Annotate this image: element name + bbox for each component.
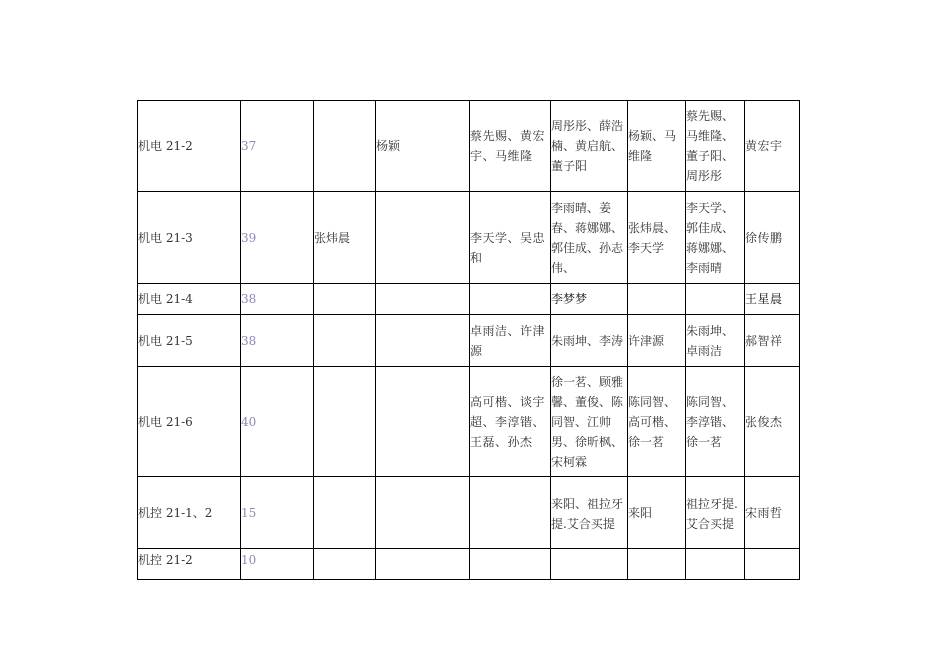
list-cell: 来阳 bbox=[628, 477, 686, 549]
name-cell bbox=[314, 477, 376, 549]
name-cell bbox=[376, 284, 470, 315]
class-cell: 机电 21-5 bbox=[138, 315, 241, 367]
name-cell bbox=[745, 549, 800, 580]
name-cell: 宋雨哲 bbox=[745, 477, 800, 549]
count-cell: 10 bbox=[241, 549, 314, 580]
list-cell bbox=[628, 284, 686, 315]
list-cell: 高可楷、谈宇超、李淳锴、王磊、孙杰 bbox=[470, 367, 551, 477]
count-cell: 38 bbox=[241, 315, 314, 367]
list-cell: 李雨晴、姜春、蒋娜娜、郭佳成、孙志伟、 bbox=[551, 192, 628, 284]
name-cell bbox=[376, 192, 470, 284]
count-cell: 39 bbox=[241, 192, 314, 284]
count-cell: 40 bbox=[241, 367, 314, 477]
count-cell: 38 bbox=[241, 284, 314, 315]
list-cell bbox=[470, 477, 551, 549]
table-row bbox=[138, 477, 800, 549]
name-cell: 黄宏宇 bbox=[745, 101, 800, 192]
class-cell: 机电 21-4 bbox=[138, 284, 241, 315]
list-cell: 蔡先赐、黄宏宇、马维隆 bbox=[470, 101, 551, 192]
list-cell: 李天学、郭佳成、蒋娜娜、李雨晴 bbox=[686, 192, 745, 284]
name-cell bbox=[314, 315, 376, 367]
list-cell: 祖拉牙提.艾合买提 bbox=[686, 477, 745, 549]
table-row bbox=[138, 192, 800, 284]
list-cell bbox=[470, 284, 551, 315]
list-cell: 来阳、祖拉牙提.艾合买提 bbox=[551, 477, 628, 549]
class-cell: 机电 21-2 bbox=[138, 101, 241, 192]
table-row bbox=[138, 101, 800, 192]
name-cell bbox=[314, 101, 376, 192]
name-cell: 张俊杰 bbox=[745, 367, 800, 477]
table-row bbox=[138, 549, 800, 580]
list-cell bbox=[686, 549, 745, 580]
name-cell: 张炜晨 bbox=[314, 192, 376, 284]
list-cell: 许津源 bbox=[628, 315, 686, 367]
name-cell bbox=[314, 549, 376, 580]
list-cell bbox=[470, 549, 551, 580]
name-cell: 徐传鹏 bbox=[745, 192, 800, 284]
name-cell bbox=[314, 367, 376, 477]
name-cell bbox=[376, 315, 470, 367]
list-cell bbox=[628, 549, 686, 580]
list-cell: 张炜晨、李天学 bbox=[628, 192, 686, 284]
list-cell bbox=[686, 284, 745, 315]
class-cell: 机电 21-3 bbox=[138, 192, 241, 284]
list-cell: 杨颖、马维隆 bbox=[628, 101, 686, 192]
name-cell: 郝智祥 bbox=[745, 315, 800, 367]
list-cell: 卓雨洁、许津源 bbox=[470, 315, 551, 367]
name-cell bbox=[376, 549, 470, 580]
list-cell: 朱雨坤、李涛 bbox=[551, 315, 628, 367]
list-cell: 陈同智、李淳锴、徐一茗 bbox=[686, 367, 745, 477]
class-roster-table bbox=[137, 100, 800, 580]
class-cell: 机控 21-1、2 bbox=[138, 477, 241, 549]
count-cell: 15 bbox=[241, 477, 314, 549]
table-row bbox=[138, 367, 800, 477]
list-cell: 周彤彤、薛浩楠、黄启航、董子阳 bbox=[551, 101, 628, 192]
table-row bbox=[138, 315, 800, 367]
list-cell: 朱雨坤、卓雨洁 bbox=[686, 315, 745, 367]
class-cell: 机电 21-6 bbox=[138, 367, 241, 477]
name-cell bbox=[314, 284, 376, 315]
list-cell: 徐一茗、顾雅馨、董俊、陈同智、江帅男、徐昕枫、宋柯霖 bbox=[551, 367, 628, 477]
name-cell bbox=[376, 477, 470, 549]
list-cell: 李梦梦 bbox=[551, 284, 628, 315]
table-row bbox=[138, 284, 800, 315]
name-cell bbox=[376, 367, 470, 477]
name-cell: 王星晨 bbox=[745, 284, 800, 315]
list-cell: 陈同智、高可楷、徐一茗 bbox=[628, 367, 686, 477]
class-cell: 机控 21-2 bbox=[138, 549, 241, 580]
list-cell: 蔡先赐、马维隆、董子阳、周彤彤 bbox=[686, 101, 745, 192]
name-cell: 杨颖 bbox=[376, 101, 470, 192]
list-cell: 李天学、吴忠和 bbox=[470, 192, 551, 284]
count-cell: 37 bbox=[241, 101, 314, 192]
list-cell bbox=[551, 549, 628, 580]
